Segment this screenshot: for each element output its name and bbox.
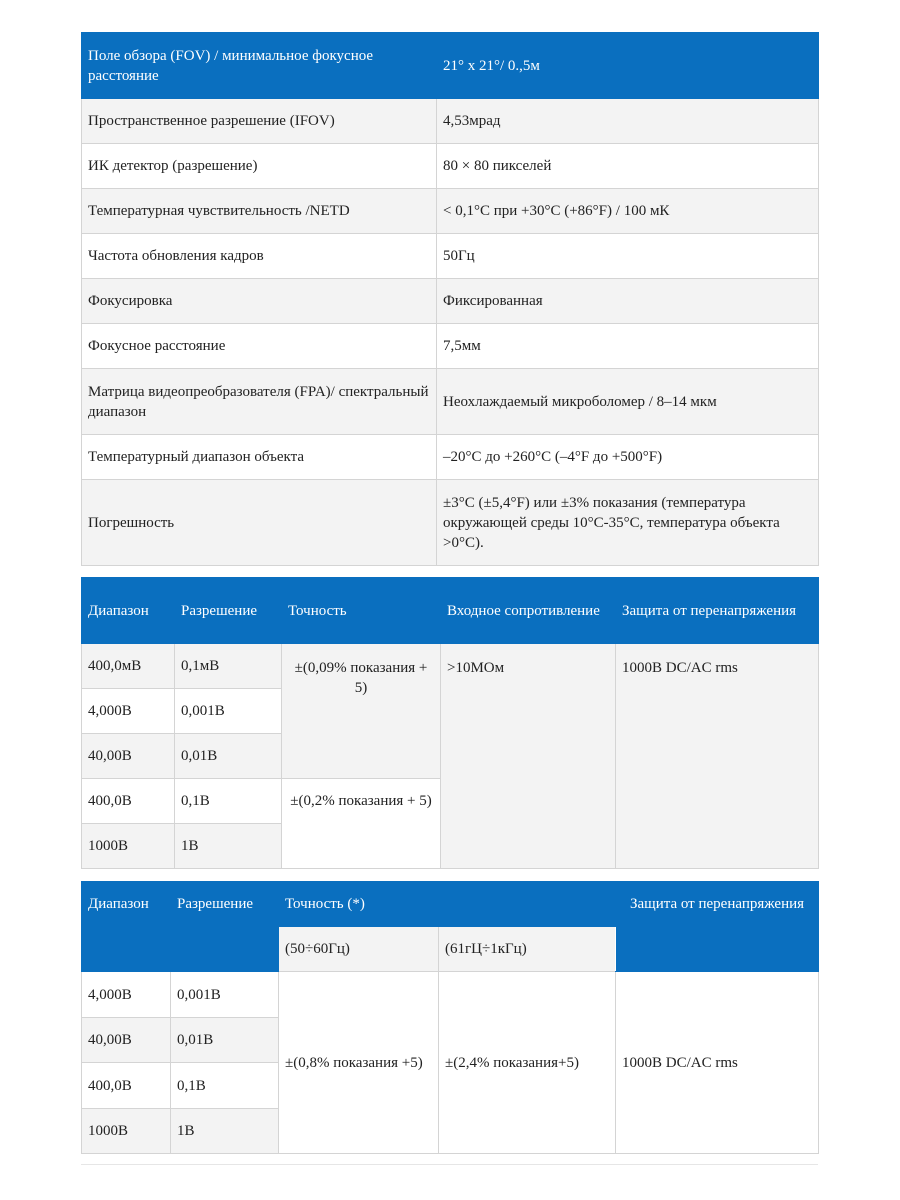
ac-row [82, 972, 819, 1018]
spec-value: < 0,1°C при +30°C (+86°F) / 100 мК [437, 189, 819, 234]
dc-range: 40,00В [82, 734, 175, 779]
dc-protection: 1000В DC/AC rms [616, 644, 819, 869]
dc-accuracy-1: ±(0,09% показания + 5) [282, 644, 441, 779]
spec-row [82, 144, 819, 189]
spec-label: Температурный диапазон объекта [82, 435, 437, 480]
ac-range: 40,00В [82, 1018, 171, 1063]
dc-resolution: 0,01В [175, 734, 282, 779]
spec-label: Пространственное разрешение (IFOV) [82, 99, 437, 144]
spec-header-row [82, 33, 819, 99]
dc-resolution: 1В [175, 824, 282, 869]
dc-header-resolution: Разрешение [175, 578, 282, 644]
dc-resolution: 0,001В [175, 689, 282, 734]
spec-row [82, 189, 819, 234]
spec-row [82, 324, 819, 369]
spec-label: Фокусное расстояние [82, 324, 437, 369]
spec-value: –20°C до +260°C (–4°F до +500°F) [437, 435, 819, 480]
ac-header-resolution: Разрешение [171, 882, 279, 972]
dc-resolution: 0,1В [175, 779, 282, 824]
dc-header-protection: Защита от перенапряжения [616, 578, 819, 644]
spec-header-value: 21° x 21°/ 0.,5м [437, 33, 819, 99]
dc-impedance: >10МОм [441, 644, 616, 869]
spec-value: 7,5мм [437, 324, 819, 369]
ac-subheader-50-60hz: (50÷60Гц) [279, 927, 439, 972]
dc-row [82, 644, 819, 689]
dc-range: 1000В [82, 824, 175, 869]
spec-header-label: Поле обзора (FOV) / минимальное фокусное расстояние [82, 33, 437, 99]
spec-value: Фиксированная [437, 279, 819, 324]
spec-value: 50Гц [437, 234, 819, 279]
ac-resolution: 0,001В [171, 972, 279, 1018]
dc-resolution: 0,1мВ [175, 644, 282, 689]
dc-header-accuracy: Точность [282, 578, 441, 644]
ac-resolution: 1В [171, 1109, 279, 1154]
dc-range: 400,0В [82, 779, 175, 824]
dc-header-range: Диапазон [82, 578, 175, 644]
ac-range: 400,0В [82, 1063, 171, 1109]
spec-label: Фокусировка [82, 279, 437, 324]
spec-label: Погрешность [82, 480, 437, 566]
ac-accuracy-low: ±(0,8% показания +5) [279, 972, 439, 1154]
spec-value: ±3°C (±5,4°F) или ±3% показания (температура окружающей среды 10°C-35°C, температура объекта >0°C). [437, 480, 819, 566]
ac-subheader-61hz-1khz: (61гЦ÷1кГц) [439, 927, 616, 972]
spec-label: Температурная чувствительность /NETD [82, 189, 437, 234]
ac-voltage-table [81, 881, 819, 1154]
bottom-divider [81, 1164, 818, 1165]
dc-range: 400,0мВ [82, 644, 175, 689]
ac-header-range: Диапазон [82, 882, 171, 972]
ac-accuracy-high: ±(2,4% показания+5) [439, 972, 616, 1154]
ac-header-accuracy: Точность (*) [279, 882, 616, 927]
dc-voltage-table [81, 577, 819, 869]
spec-table [81, 32, 819, 566]
spec-row [82, 99, 819, 144]
spec-value: 80 × 80 пикселей [437, 144, 819, 189]
ac-header-row [82, 882, 819, 927]
ac-protection: 1000В DC/AC rms [616, 972, 819, 1154]
spec-label: Частота обновления кадров [82, 234, 437, 279]
ac-range: 4,000В [82, 972, 171, 1018]
spec-value: 4,53мрад [437, 99, 819, 144]
dc-accuracy-2: ±(0,2% показания + 5) [282, 779, 441, 869]
ac-header-protection: Защита от перенапряжения [616, 882, 819, 972]
spec-row [82, 234, 819, 279]
spec-row [82, 435, 819, 480]
dc-header-impedance: Входное сопротивление [441, 578, 616, 644]
ac-resolution: 0,1В [171, 1063, 279, 1109]
spec-label: ИК детектор (разрешение) [82, 144, 437, 189]
spec-row [82, 480, 819, 566]
ac-resolution: 0,01В [171, 1018, 279, 1063]
spec-row [82, 279, 819, 324]
dc-header-row [82, 578, 819, 644]
spec-row [82, 369, 819, 435]
ac-range: 1000В [82, 1109, 171, 1154]
spec-value: Неохлаждаемый микроболомер / 8–14 мкм [437, 369, 819, 435]
spec-label: Матрица видеопреобразователя (FPA)/ спектральный диапазон [82, 369, 437, 435]
dc-range: 4,000В [82, 689, 175, 734]
